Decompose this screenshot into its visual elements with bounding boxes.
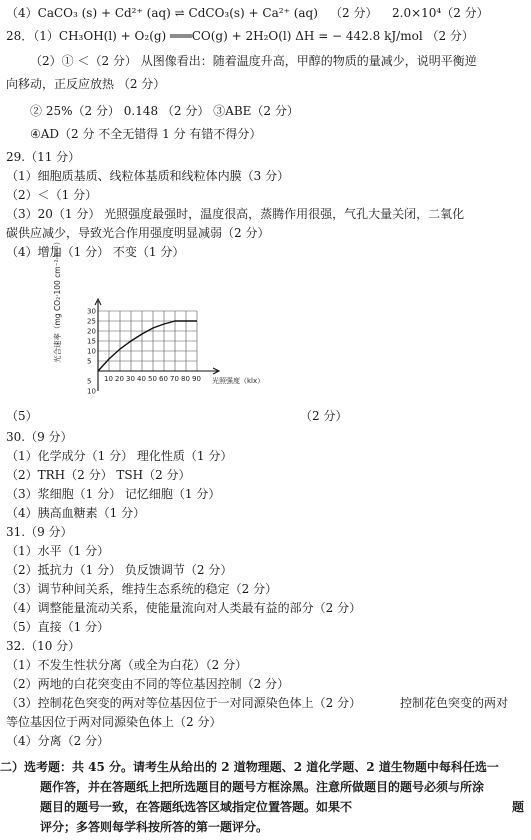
y-tick-label-negative: 5 xyxy=(87,377,92,386)
answer-30-2: （2）TRH（2 分） TSH（2 分） xyxy=(6,468,191,482)
section-2-instructions-line3: 题目的题号一致，在答题纸选答区域指定位置答题。如果不 xyxy=(40,800,353,814)
y-tick-label: 10 xyxy=(87,347,96,356)
question-30-heading: 30.（9 分） xyxy=(6,430,73,444)
answer-31-2: （2）抵抗力（1 分） 负反馈调节（2 分） xyxy=(6,563,233,577)
section-2-optional-heading: 二）选考题：共 45 分。请考生从给出的 2 道物理题、2 道化学题、2 道生物题中每科任选一 xyxy=(0,760,499,774)
x-tick-label: 30 xyxy=(126,375,135,383)
answer-31-3: （3）调节种间关系，维持生态系统的稳定（2 分） xyxy=(6,582,278,596)
answer-30-4: （4）胰高血糖素（1 分） xyxy=(6,506,146,520)
answer-29-2: （2）＜（1 分） xyxy=(6,188,98,202)
answer-29-3-cont: 碳供应减少，导致光合作用强度明显减弱（2 分） xyxy=(6,226,270,240)
answer-30-3: （3）浆细胞（1 分） 记忆细胞（1 分） xyxy=(6,487,221,501)
y-tick-label-negative: 10 xyxy=(87,387,96,396)
answer-31-1: （1）水平（1 分） xyxy=(6,544,110,558)
photosynthesis-curve xyxy=(98,321,197,371)
answer-32-2: （2）两地的白花突变由不同的等位基因控制（2 分） xyxy=(6,677,290,691)
answer-29-3: （3）20（1 分） 光照强度最强时，温度很高，蒸腾作用很强，气孔大量关闭，二氧化 xyxy=(6,207,465,221)
answer-32-3-alt: 控制花色突变的两对 xyxy=(400,696,509,710)
x-tick-label: 60 xyxy=(159,375,168,383)
x-tick-label: 10 xyxy=(104,375,113,383)
y-tick-label: 20 xyxy=(87,327,96,336)
x-tick-label: 40 xyxy=(137,375,146,383)
question-32-heading: 32.（10 分） xyxy=(6,639,81,653)
answer-28-2-1-cont: 向移动，正反应放热 （2 分） xyxy=(6,77,166,91)
answer-28-4: （4）CaCO₃ (s) + Cd²⁺ (aq) ⇌ CdCO₃(s) + Ca²⁺ (aq) xyxy=(6,6,318,20)
answer-32-3: （3）控制花色突变的两对等位基因位于一对同源染色体上（2 分） xyxy=(6,696,362,710)
x-tick-label: 50 xyxy=(148,375,157,383)
answer-28-4-value: 2.0×10⁴（2 分） xyxy=(392,6,489,20)
answer-28-1: 28．（1）CH₃OH(l) + O₂(g) ═══CO(g) + 2H₂O(l) ΔH = − 442.8 kJ/mol （2 分） xyxy=(6,29,474,43)
light-intensity-graph xyxy=(40,237,265,411)
y-tick-label: 15 xyxy=(87,337,96,346)
section-2-instructions-line4: 评分；多答则每学科按所答的第一题评分。 xyxy=(40,820,269,834)
graph-y-axis-label: 光合速率（mg CO₂·100 cm⁻²·h⁻¹） xyxy=(53,237,62,363)
y-tick-label: 25 xyxy=(87,317,96,326)
answer-29-4: （4）增加（1 分） 不变（1 分） xyxy=(6,245,185,259)
x-tick-label: 70 xyxy=(170,375,179,383)
answer-32-3-cont: 等位基因位于两对同源染色体上（2 分） xyxy=(6,715,222,729)
answer-28-2-4: ④AD（2 分 不全无错得 1 分 有错不得分） xyxy=(30,127,262,141)
answer-30-1: （1）化学成分（1 分） 理化性质（1 分） xyxy=(6,449,233,463)
answer-32-4: （4）分离（2 分） xyxy=(6,734,110,748)
answer-29-1: （1）细胞质基质、线粒体基质和线粒体内膜（3 分） xyxy=(6,169,290,183)
answer-31-5: （5）直接（1 分） xyxy=(6,620,110,634)
answer-29-5: （5） xyxy=(6,409,38,423)
x-tick-label: 90 xyxy=(192,375,201,383)
x-tick-label: 20 xyxy=(115,375,124,383)
answer-31-4: （4）调整能量流动关系，使能量流向对人类最有益的部分（2 分） xyxy=(6,601,362,615)
section-2-instructions-line2: 题作答，并在答题纸上把所选题目的题号方框涂黑。注意所做题目的题号必须与所涂 xyxy=(40,780,485,794)
question-29-heading: 29.（11 分） xyxy=(6,150,81,164)
graph-x-axis-label: 光照强度（klx） xyxy=(212,377,265,385)
answer-29-5-score: （2 分） xyxy=(300,409,348,423)
question-31-heading: 31.（9 分） xyxy=(6,525,73,539)
answer-28-4-score: （2 分） xyxy=(330,6,378,20)
answer-32-1: （1）不发生性状分离（或全为白花）（2 分） xyxy=(6,658,248,672)
x-tick-label: 80 xyxy=(181,375,190,383)
y-tick-label: 5 xyxy=(87,357,92,366)
answer-28-2-1: （2）① ＜（2 分） 从图像看出：随着温度升高，甲醇的物质的量减少，说明平衡逆 xyxy=(30,54,477,68)
graph-grid xyxy=(98,311,197,371)
section-2-instructions-line3-end: 题 xyxy=(512,800,525,814)
answer-28-2-2: ② 25%（2 分） 0.148 （2 分） ③ABE（2 分） xyxy=(30,104,299,118)
y-tick-label: 30 xyxy=(87,307,96,316)
